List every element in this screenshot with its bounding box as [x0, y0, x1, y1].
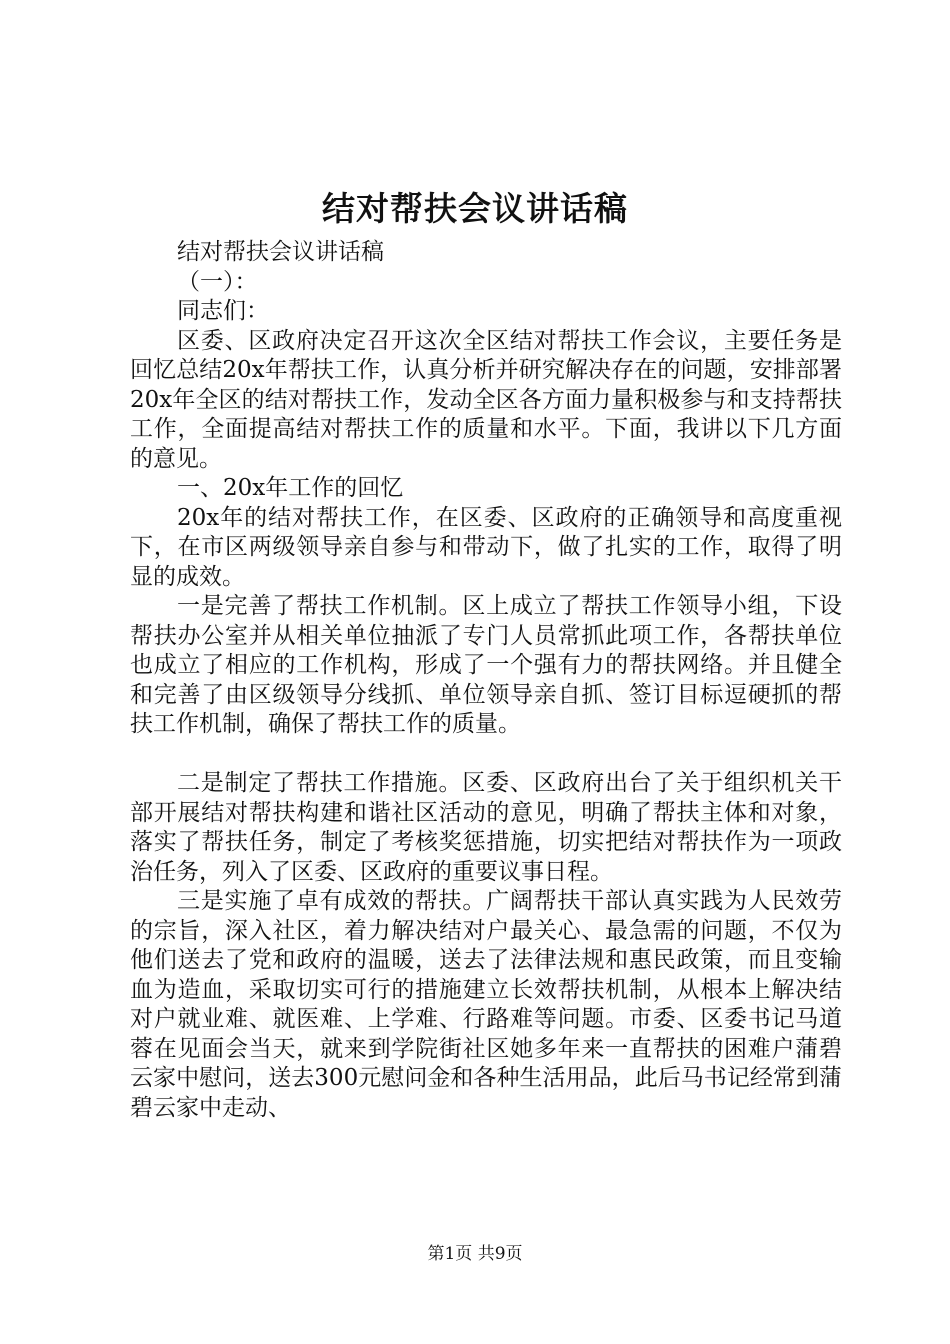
page-number-footer: 第1页 共9页	[427, 1244, 523, 1264]
document-body	[130, 238, 842, 1123]
document-title: 结对帮扶会议讲话稿	[322, 189, 628, 228]
paragraph-section-number: （一）：	[177, 268, 258, 295]
paragraph-heading-review: 一、20x年工作的回忆	[177, 475, 404, 501]
paragraph-point-three: 三是实施了卓有成效的帮扶。广阔帮扶干部认真实践为人民效劳的宗旨，深入社区，着力解决结对户最关心、最急需的问题，不仅为他们送去了党和政府的温暖，送去了法律法规和惠民政策，而且变输血为造血，采取切实可行的措施建立长效帮扶机制，从根本上解决结对户就业难、就医难、上学难、行路难等问题。市委、区委书记马道蓉在见面会当天，就来到学院街社区她多年来一直帮扶的困难户蒲碧云家中慰问，送去300元慰问金和各种生活用品，此后马书记经常到蒲碧云家中走动、	[130, 888, 842, 1121]
paragraph-intro: 区委、区政府决定召开这次全区结对帮扶工作会议，主要任务是回忆总结20x年帮扶工作，认真分析并研究解决存在的问题，安排部署20x年全区的结对帮扶工作，发动全区各方面力量积极参与和支持帮扶工作，全面提高结对帮扶工作的质量和水平。下面，我讲以下几方面的意见。	[130, 327, 842, 472]
paragraph-point-two: 二是制定了帮扶工作措施。区委、区政府出台了关于组织机关干部开展结对帮扶构建和谐社区活动的意见，明确了帮扶主体和对象，落实了帮扶任务，制定了考核奖惩措施，切实把结对帮扶作为一项政治任务，列入了区委、区政府的重要议事日程。	[130, 770, 842, 885]
paragraph-review-summary: 20x年的结对帮扶工作，在区委、区政府的正确领导和高度重视下，在市区两级领导亲自参与和带动下，做了扎实的工作，取得了明显的成效。	[130, 504, 842, 590]
paragraph-salutation: 同志们：	[177, 298, 269, 324]
paragraph-subtitle: 结对帮扶会议讲话稿	[177, 239, 384, 265]
paragraph-point-one: 一是完善了帮扶工作机制。区上成立了帮扶工作领导小组，下设帮扶办公室并从相关单位抽派了专门人员常抓此项工作，各帮扶单位也成立了相应的工作机构，形成了一个强有力的帮扶网络。并且健全和完善了由区级领导分线抓、单位领导亲自抓、签订目标逗硬抓的帮扶工作机制，确保了帮扶工作的质量。	[130, 593, 842, 737]
